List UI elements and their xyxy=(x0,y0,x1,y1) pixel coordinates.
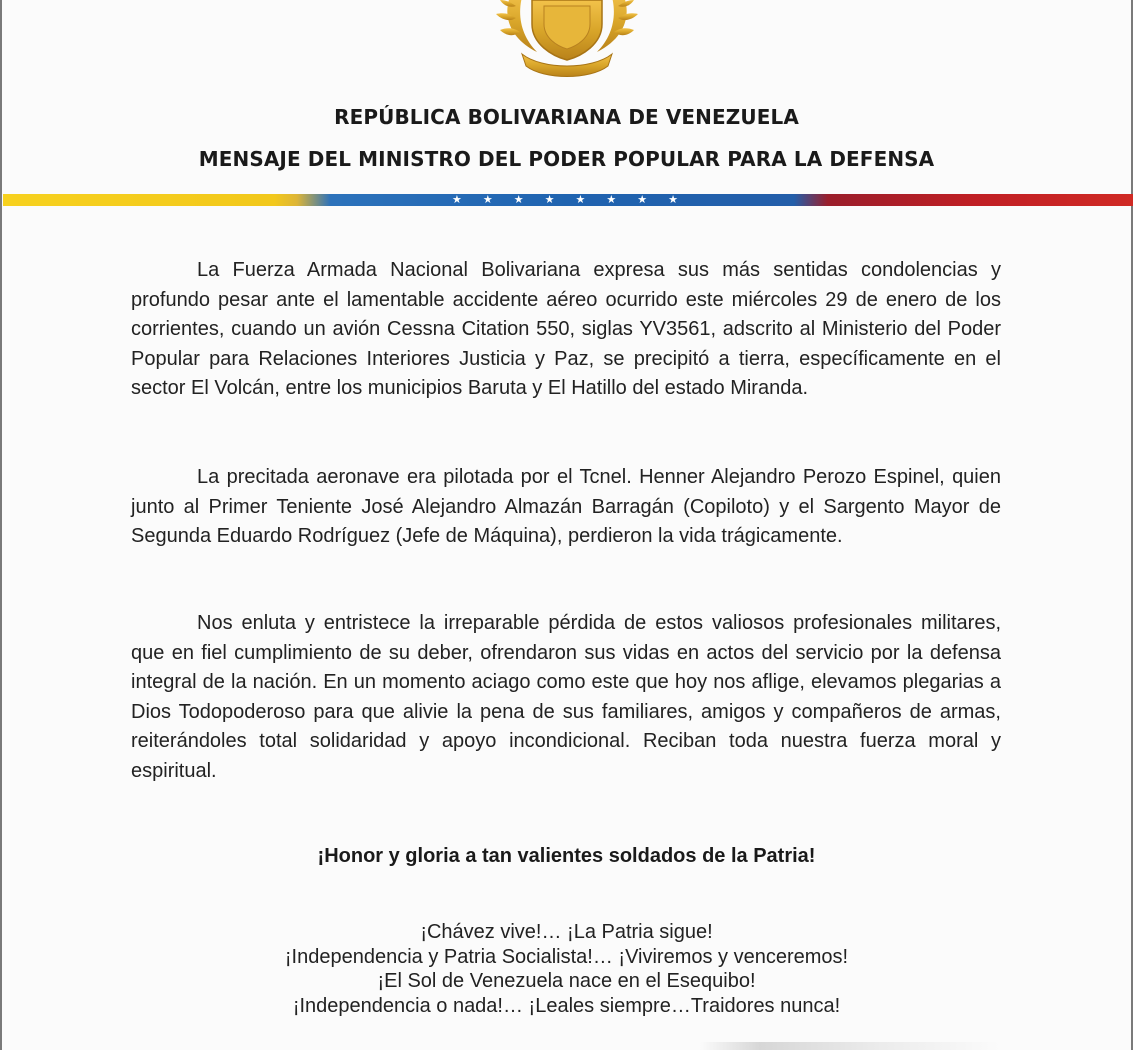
cropped-signature-area xyxy=(700,1042,1000,1050)
closing-slogans xyxy=(0,920,1133,1018)
star-icon: ★ xyxy=(452,193,462,206)
body-paragraph-3-text: Nos enluta y entristece la irreparable pérdida de estos valiosos profesionales militares, que en fiel cumplimiento de su deber, ofrendaron sus vidas en actos del servicio por la defensa integral de la nación. En un momento aciago como este que hoy nos aflige, elevamos plegarias a Dios Todopoderoso para que alivie la pena de sus familiares, amigos y compañeros de armas, reiterándoles total solidaridad y apoyo incondicional. Reciban toda nuestra fuerza moral y espiritual. xyxy=(131,612,1001,782)
star-icon: ★ xyxy=(482,193,493,206)
slogan-line: ¡El Sol de Venezuela nace en el Esequibo! xyxy=(377,970,756,992)
slogan-line: ¡Independencia o nada!… ¡Leales siempre…Traidores nunca! xyxy=(292,994,841,1017)
flag-stars xyxy=(452,194,678,206)
star-icon: ★ xyxy=(606,193,617,206)
body-paragraph-1 xyxy=(131,256,1001,404)
star-icon: ★ xyxy=(513,193,524,206)
body-paragraph-2 xyxy=(131,463,1001,552)
body-paragraph-2-text: La precitada aeronave era pilotada por el Tcnel. Henner Alejandro Perozo Espinel, quien junto al Primer Teniente José Alejandro Almazán Barragán (Copiloto) y el Sargento Mayor de Segunda Eduardo Rodríguez (Jefe de Máquina), perdieron la vida trágicamente. xyxy=(131,466,1001,547)
header-message-title: MENSAJE DEL MINISTRO DEL PODER POPULAR PARA LA DEFENSA xyxy=(198,147,935,171)
star-icon: ★ xyxy=(544,193,555,206)
body-paragraph-3 xyxy=(131,609,1001,786)
header-republic-title: REPÚBLICA BOLIVARIANA DE VENEZUELA xyxy=(334,105,799,129)
star-icon: ★ xyxy=(637,193,648,206)
honor-statement: ¡Honor y gloria a tan valientes soldados de la Patria! xyxy=(317,845,816,867)
slogan-line: ¡Independencia y Patria Socialista!… ¡Viviremos y venceremos! xyxy=(284,945,849,968)
coat-of-arms-icon xyxy=(482,0,652,82)
star-icon: ★ xyxy=(575,193,586,206)
star-icon: ★ xyxy=(668,193,678,206)
slogan-line: ¡Chávez vive!… ¡La Patria sigue! xyxy=(420,921,713,943)
body-paragraph-1-text: La Fuerza Armada Nacional Bolivariana expresa sus más sentidas condolencias y profundo pesar ante el lamentable accidente aéreo ocurrido este miércoles 29 de enero de los corrientes, cuando un avión Cessna Citation 550, siglas YV3561, adscrito al Ministerio del Poder Popular para Relaciones Interiores Justicia y Paz, se precipitó a tierra, específicamente en el sector El Volcán, entre los municipios Baruta y El Hatillo del estado Miranda. xyxy=(131,259,1001,399)
